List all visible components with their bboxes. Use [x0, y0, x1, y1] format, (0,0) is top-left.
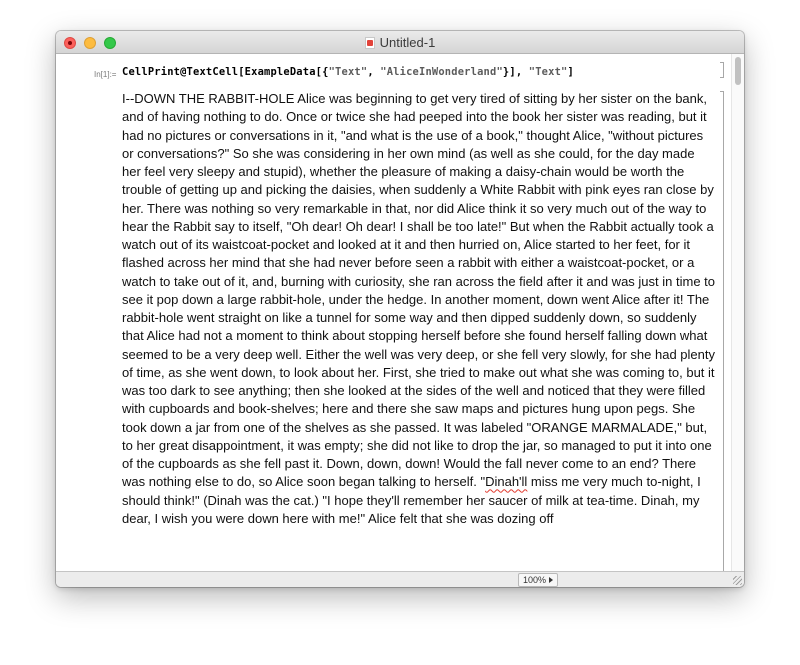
- notebook-window: [56, 31, 744, 587]
- status-bar: [56, 571, 744, 587]
- notebook-content[interactable]: [56, 54, 744, 571]
- triangle-right-icon: [549, 577, 553, 583]
- code-token: CellPrint@TextCell[ExampleData[{: [122, 66, 329, 78]
- code-string: "Text": [328, 66, 368, 78]
- title-bar[interactable]: [56, 31, 744, 54]
- window-title: Untitled-1: [379, 35, 436, 50]
- zoom-control[interactable]: [518, 573, 558, 587]
- zoom-value: 100%: [523, 575, 547, 585]
- code-string: "AliceInWonderland": [380, 66, 503, 78]
- input-label: In[1]:=: [94, 70, 117, 79]
- code-token: }],: [502, 66, 529, 78]
- vertical-scrollbar[interactable]: [731, 54, 744, 571]
- input-cell-bracket[interactable]: [720, 62, 724, 78]
- code-string: "Text": [528, 66, 568, 78]
- scrollbar-thumb[interactable]: [735, 57, 741, 85]
- code-token: ]: [567, 66, 574, 78]
- output-text: miss me very much to-night, I should think!" (Dinah was the cat.) "I hope they'll remember her saucer of milk at tea-time. Dinah, my dear, I wish you were down here with me!" Alice felt that she was dozing off: [122, 474, 701, 526]
- resize-grip-icon[interactable]: [733, 576, 742, 585]
- input-cell[interactable]: [122, 66, 574, 78]
- output-text: I--DOWN THE RABBIT-HOLE Alice was beginning to get very tired of sitting by her sister on the bank, and of having nothing to do. Once or twice she had peeped into the book her sister was reading, but it had no pictures or conversations in it, "and what is the use of a book," thought Alice, "without pictures or conversations?" So she was considering in her own mind (as well as she could, for the day made her feel very sleepy and stupid), whether the pleasure of making a daisy-chain would be worth the trouble of getting up and picking the daisies, when suddenly a White Rabbit with pink eyes ran close by her. There was nothing so very remarkable in that, nor did Alice think it so very much out of the way to hear the Rabbit say to itself, "Oh dear! Oh dear! I shall be too late!" But when the Rabbit actually took a watch out of its waistcoat-pocket and looked at it and then hurried on, Alice started to her feet, for it flashed across her mind that she had never before seen a rabbit with either a waistcoat-pocket, or a watch to take out of it, and, burning with curiosity, she ran across the field after it and was just in time to see it pop down a large rabbit-hole, under the hedge. In another moment, down went Alice after it! The rabbit-hole went straight on like a tunnel for some way and then dipped suddenly down, so suddenly that Alice had not a moment to think about stopping herself before she found herself falling down what seemed to be a very deep well. Either the well was very deep, or she fell very slowly, for she had plenty of time, as she went down, to look about her. First, she tried to make out what she was coming to, but it was too dark to see anything; then she looked at the sides of the well and noticed that they were filled with cupboards and book-shelves; here and there she saw maps and pictures hung upon pegs. She took down a jar from one of the shelves as she passed. It was labeled "ORANGE MARMALADE," but, to her great disappointment, it was empty; she did not like to drop the jar, so managed to put it into one of the cupboards as she fell past it. Down, down, down! Would the fall never come to an end? There was nothing else to do, so Alice soon began talking to herself. ": [122, 91, 715, 490]
- output-cell-bracket[interactable]: [720, 91, 724, 571]
- window-title-area: [56, 31, 744, 54]
- output-text-cell[interactable]: [122, 90, 716, 528]
- misspelled-word: Dinah'll: [485, 474, 528, 490]
- document-icon: [365, 37, 375, 49]
- code-token: ,: [367, 66, 381, 78]
